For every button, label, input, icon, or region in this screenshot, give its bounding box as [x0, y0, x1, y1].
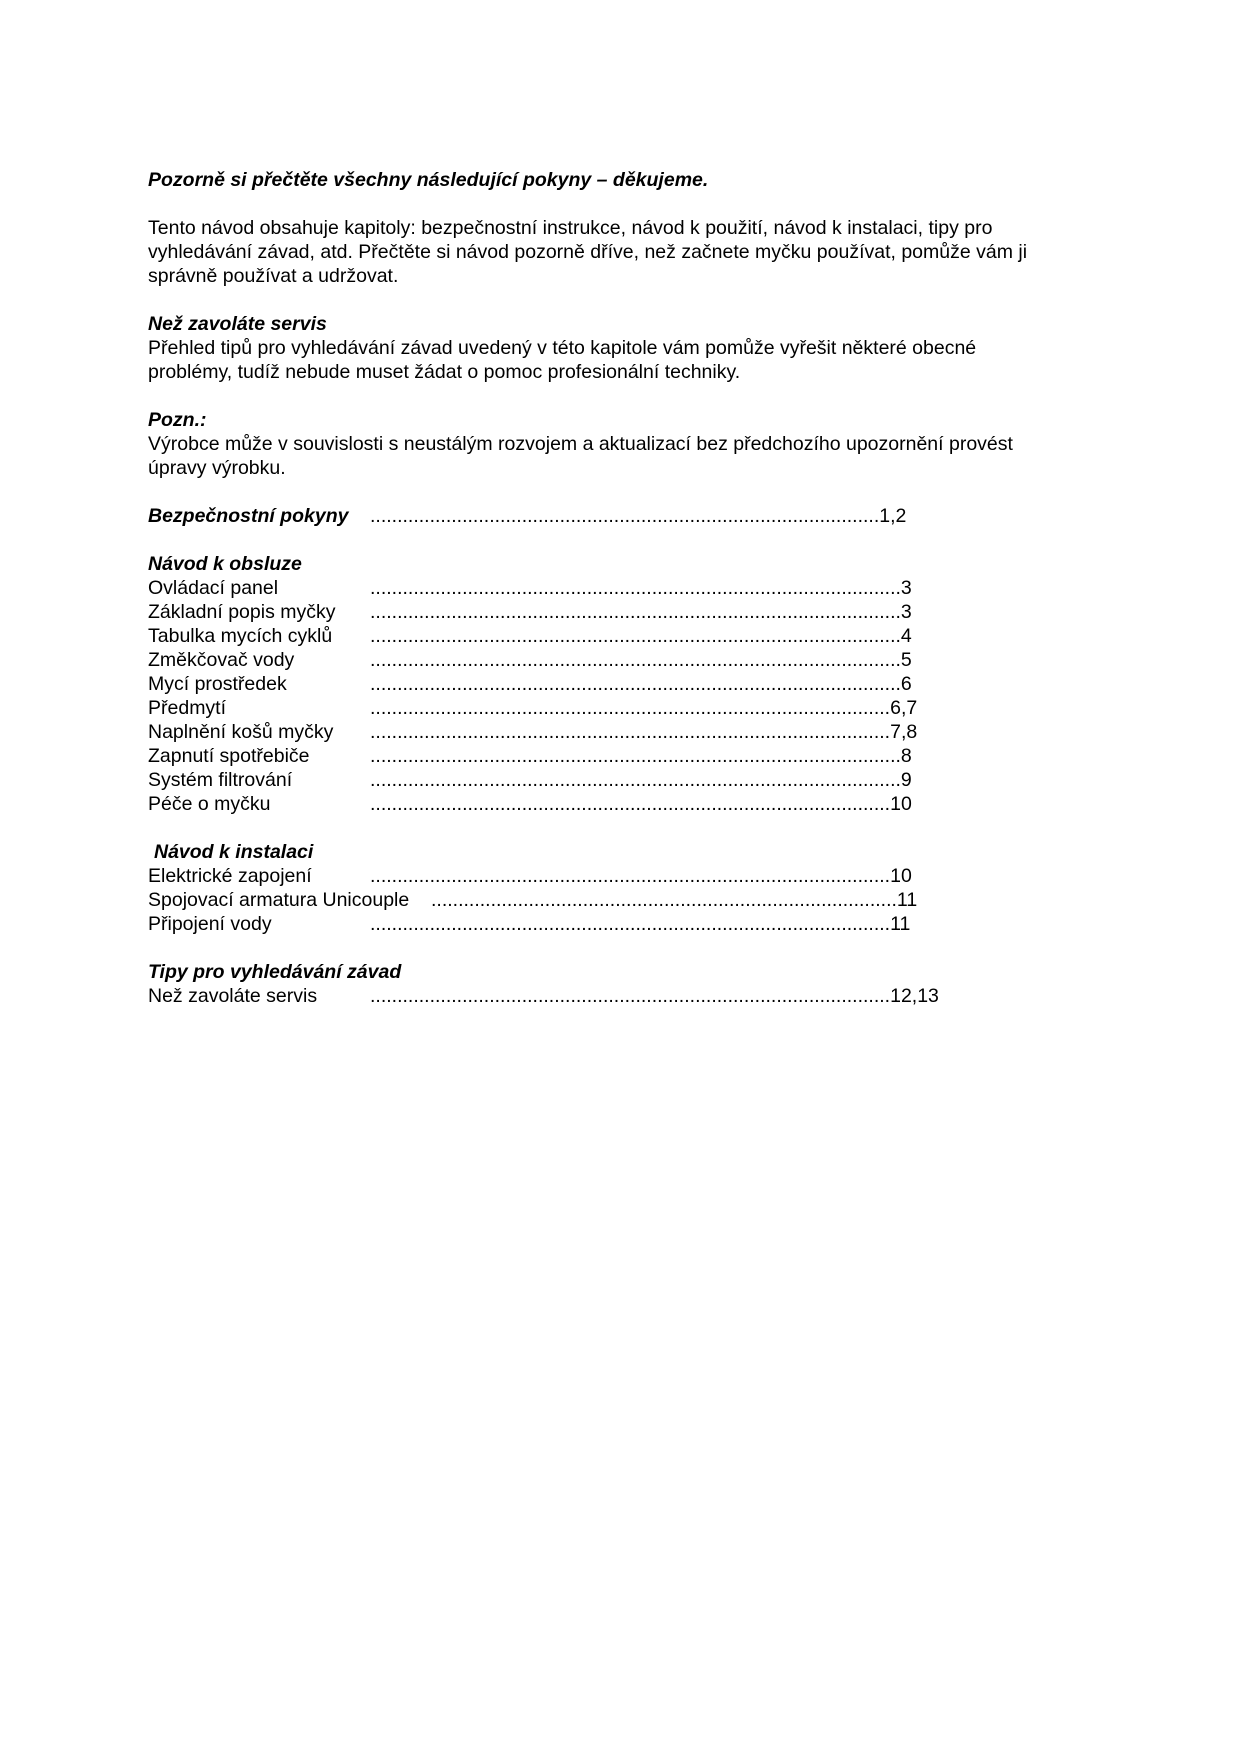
toc-dots: ..................................................................................................4	[370, 625, 912, 647]
toc-label: Tabulka mycích cyklů	[148, 625, 333, 647]
toc-row	[148, 624, 1098, 648]
toc-dots: ..................................................................................................3	[370, 577, 912, 599]
toc-safety	[148, 504, 1098, 528]
intro-title: Pozorně si přečtěte všechny následující pokyny – děkujeme.	[148, 169, 709, 191]
toc-operation-heading: Návod k obsluze	[148, 553, 302, 575]
intro-line: vyhledávání závad, atd. Přečtěte si návod pozorně dříve, než začnete myčku používat, pomůže vám ji	[148, 241, 1028, 263]
toc-dots: ..................................................................................................6	[370, 673, 912, 695]
toc-label: Péče o myčku	[148, 793, 271, 815]
toc-label: Systém filtrování	[148, 769, 293, 791]
toc-row	[148, 912, 1098, 936]
toc-dots: ..................................................................................................9	[370, 769, 912, 791]
toc-dots: ................................................................................................10	[370, 793, 912, 815]
toc-label: Elektrické zapojení	[148, 865, 312, 887]
toc-label: Změkčovač vody	[148, 649, 295, 671]
toc-row	[148, 888, 1098, 912]
toc-row	[148, 744, 1098, 768]
intro-line: správně používat a udržovat.	[148, 265, 399, 287]
toc-dots: ..................................................................................................3	[370, 601, 912, 623]
document-page	[148, 168, 1098, 1032]
toc-row	[148, 504, 1098, 528]
toc-row	[148, 864, 1098, 888]
toc-label: Než zavoláte servis	[148, 985, 318, 1007]
toc-dots: ................................................................................................12,13	[370, 985, 939, 1007]
toc-label: Základní popis myčky	[148, 601, 336, 623]
note-heading: Pozn.:	[148, 409, 207, 431]
toc-dots: ..................................................................................................8	[370, 745, 912, 767]
toc-row	[148, 720, 1098, 744]
toc-label: Naplnění košů myčky	[148, 721, 334, 743]
toc-row	[148, 768, 1098, 792]
toc-row	[148, 792, 1098, 816]
toc-label: Ovládací panel	[148, 577, 279, 599]
toc-dots: ................................................................................................11	[370, 913, 911, 935]
toc-label: Zapnutí spotřebiče	[148, 745, 310, 767]
toc-dots: ......................................................................................11	[431, 889, 918, 911]
toc-troubleshooting	[148, 960, 1098, 1008]
toc-row	[148, 984, 1098, 1008]
service-section	[148, 312, 1098, 384]
toc-safety-heading: Bezpečnostní pokyny	[148, 505, 349, 527]
note-line: úpravy výrobku.	[148, 457, 286, 479]
toc-row	[148, 600, 1098, 624]
toc-dots: ................................................................................................6,7	[370, 697, 918, 719]
toc-dots: ................................................................................................10	[370, 865, 912, 887]
intro-paragraph	[148, 216, 1098, 288]
toc-row	[148, 648, 1098, 672]
toc-installation-heading: Návod k instalaci	[154, 841, 314, 863]
note-line: Výrobce může v souvislosti s neustálým rozvojem a aktualizací bez předchozího upozornění provést	[148, 433, 1013, 455]
toc-label: Mycí prostředek	[148, 673, 287, 695]
toc-row	[148, 672, 1098, 696]
toc-troubleshooting-heading: Tipy pro vyhledávání závad	[148, 961, 402, 983]
toc-label: Předmytí	[148, 697, 227, 719]
service-line: Přehled tipů pro vyhledávání závad uvedený v této kapitole vám pomůže vyřešit některé obecné	[148, 337, 977, 359]
toc-dots: ..............................................................................................1,2	[370, 505, 907, 527]
toc-operation	[148, 552, 1098, 816]
toc-dots: ................................................................................................7,8	[370, 721, 918, 743]
toc-label: Připojení vody	[148, 913, 272, 935]
toc-row	[148, 576, 1098, 600]
intro-line: Tento návod obsahuje kapitoly: bezpečnostní instrukce, návod k použití, návod k instalaci, tipy pro	[148, 217, 993, 239]
toc-installation	[148, 840, 1098, 936]
toc-row	[148, 696, 1098, 720]
service-heading: Než zavoláte servis	[148, 313, 327, 335]
toc-label: Spojovací armatura Unicouple	[148, 889, 410, 911]
service-line: problémy, tudíž nebude muset žádat o pomoc profesionální techniky.	[148, 361, 741, 383]
note-section	[148, 408, 1098, 480]
toc-dots: ..................................................................................................5	[370, 649, 912, 671]
